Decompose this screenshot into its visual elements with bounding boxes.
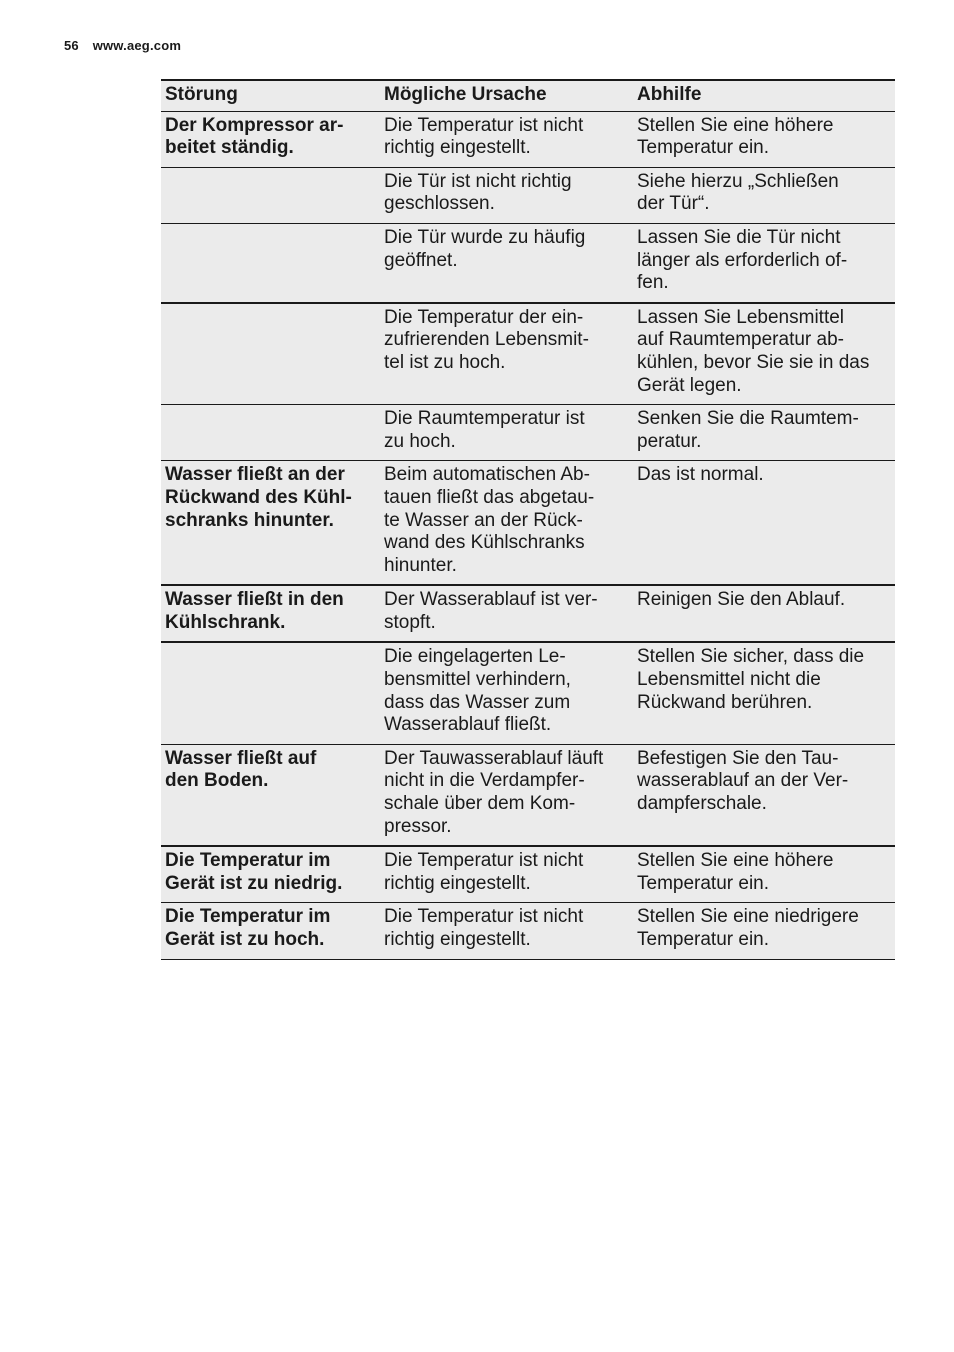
problem-cell: Die Temperatur im Gerät ist zu hoch. — [161, 903, 380, 959]
column-header-cause: Mögliche Ursache — [380, 80, 633, 111]
remedy-cell: Senken Sie die Raumtem- peratur. — [633, 405, 895, 461]
cause-cell: Die eingelagerten Le- bensmittel verhindern, dass das Wasser zum Wasserablauf fließt. — [380, 642, 633, 744]
cause-cell: Beim automatischen Ab- tauen fließt das abgetau- te Wasser an der Rück- wand des Kühlschranks hinunter. — [380, 461, 633, 585]
problem-cell — [161, 167, 380, 223]
table-row — [161, 642, 895, 744]
table-row — [161, 461, 895, 585]
cause-cell: Die Temperatur ist nicht richtig eingestellt. — [380, 903, 633, 959]
problem-cell: Der Kompressor ar- beitet ständig. — [161, 111, 380, 167]
cause-cell: Die Temperatur der ein- zufrierenden Lebensmit- tel ist zu hoch. — [380, 303, 633, 405]
table-row — [161, 303, 895, 405]
problem-cell: Die Temperatur im Gerät ist zu niedrig. — [161, 846, 380, 903]
problem-cell: Wasser fließt auf den Boden. — [161, 744, 380, 846]
remedy-cell: Stellen Sie eine niedrigere Temperatur ein. — [633, 903, 895, 959]
column-header-remedy: Abhilfe — [633, 80, 895, 111]
problem-cell — [161, 642, 380, 744]
remedy-cell: Reinigen Sie den Ablauf. — [633, 585, 895, 642]
remedy-cell: Lassen Sie Lebensmittel auf Raumtemperatur ab- kühlen, bevor Sie sie in das Gerät legen. — [633, 303, 895, 405]
table-row — [161, 223, 895, 302]
remedy-cell: Siehe hierzu „Schließen der Tür“. — [633, 167, 895, 223]
cause-cell: Die Raumtemperatur ist zu hoch. — [380, 405, 633, 461]
cause-cell: Die Tür wurde zu häufig geöffnet. — [380, 223, 633, 302]
remedy-cell: Stellen Sie sicher, dass die Lebensmittel nicht die Rückwand berühren. — [633, 642, 895, 744]
problem-cell: Wasser fließt in den Kühlschrank. — [161, 585, 380, 642]
table-row — [161, 405, 895, 461]
remedy-cell: Das ist normal. — [633, 461, 895, 585]
remedy-cell: Befestigen Sie den Tau- wasserablauf an der Ver- dampferschale. — [633, 744, 895, 846]
website-url: www.aeg.com — [92, 38, 182, 53]
cause-cell: Der Wasserablauf ist ver- stopft. — [380, 585, 633, 642]
problem-cell: Wasser fließt an der Rückwand des Kühl- schranks hinunter. — [161, 461, 380, 585]
remedy-cell: Stellen Sie eine höhere Temperatur ein. — [633, 111, 895, 167]
troubleshooting-table — [161, 79, 895, 960]
cause-cell: Die Temperatur ist nicht richtig eingestellt. — [380, 846, 633, 903]
table-row — [161, 846, 895, 903]
cause-cell: Die Tür ist nicht richtig geschlossen. — [380, 167, 633, 223]
problem-cell — [161, 303, 380, 405]
page-header — [64, 38, 181, 53]
page-number: 56 — [64, 38, 79, 53]
remedy-cell: Stellen Sie eine höhere Temperatur ein. — [633, 846, 895, 903]
table-row — [161, 111, 895, 167]
table-row — [161, 744, 895, 846]
table-row — [161, 167, 895, 223]
table-row — [161, 585, 895, 642]
problem-cell — [161, 405, 380, 461]
remedy-cell: Lassen Sie die Tür nicht länger als erforderlich of- fen. — [633, 223, 895, 302]
table-row — [161, 903, 895, 959]
cause-cell: Der Tauwasserablauf läuft nicht in die Verdampfer- schale über dem Kom- pressor. — [380, 744, 633, 846]
problem-cell — [161, 223, 380, 302]
column-header-problem: Störung — [161, 80, 380, 111]
cause-cell: Die Temperatur ist nicht richtig eingestellt. — [380, 111, 633, 167]
table-header-row — [161, 80, 895, 111]
